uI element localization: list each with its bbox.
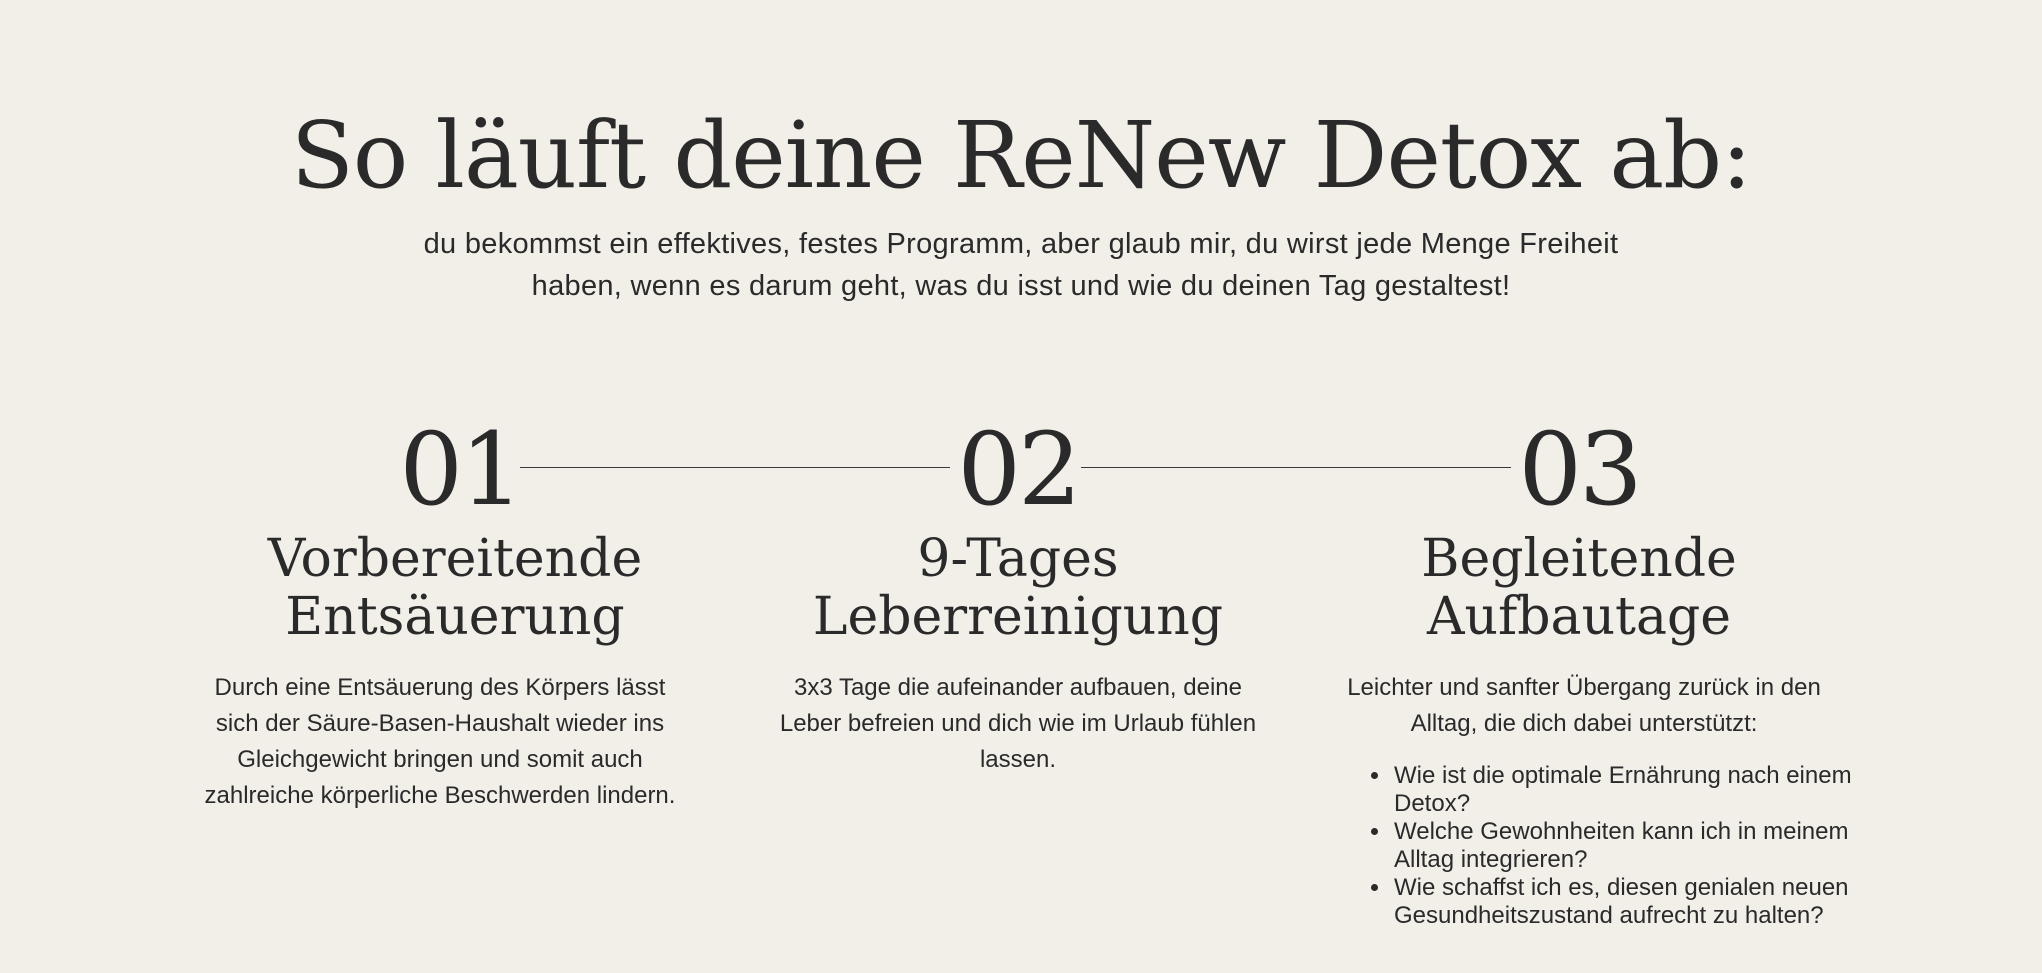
page-title: So läuft deine ReNew Detox ab: [290, 102, 1752, 209]
step-title-1: Vorbereitende Entsäuerung [267, 529, 643, 647]
step-number-2: 02 [957, 411, 1079, 528]
step-number-3: 03 [1518, 411, 1640, 528]
step-number-1: 01 [399, 411, 521, 528]
step-title-2: 9-Tages Leberreinigung [812, 529, 1224, 647]
step-3-bullet-list [1367, 762, 1872, 930]
step-description-2: 3x3 Tage die aufeinander aufbauen, deine Leber befreien und dich wie im Urlaub fühlen lassen. [779, 674, 1257, 773]
step-connector-line-1 [520, 467, 950, 468]
list-item: • Wie ist die optimale Ernährung nach einem Detox? [1392, 762, 1872, 818]
list-item: • Welche Gewohnheiten kann ich in meinem Alltag integrieren? [1392, 818, 1872, 874]
step-description-1: Durch eine Entsäuerung des Körpers lässt sich der Säure-Basen-Haushalt wieder ins Gleichgewicht bringen und somit auch zahlreiche körperliche Beschwerden lindern. [204, 674, 676, 809]
step-title-3: Begleitende Aufbautage [1421, 529, 1737, 647]
list-item: • Wie schaffst ich es, diesen genialen neuen Gesundheitszustand aufrecht zu halten? [1392, 874, 1872, 930]
step-connector-line-2 [1081, 467, 1511, 468]
step-description-3: Leichter und sanfter Übergang zurück in den Alltag, die dich dabei unterstützt: [1347, 674, 1821, 737]
page-subtitle: du bekommst ein effektives, festes Programm, aber glaub mir, du wirst jede Menge Freiheit haben, wenn es darum geht, was du isst und wie du deinen Tag gestaltest! [423, 228, 1619, 302]
